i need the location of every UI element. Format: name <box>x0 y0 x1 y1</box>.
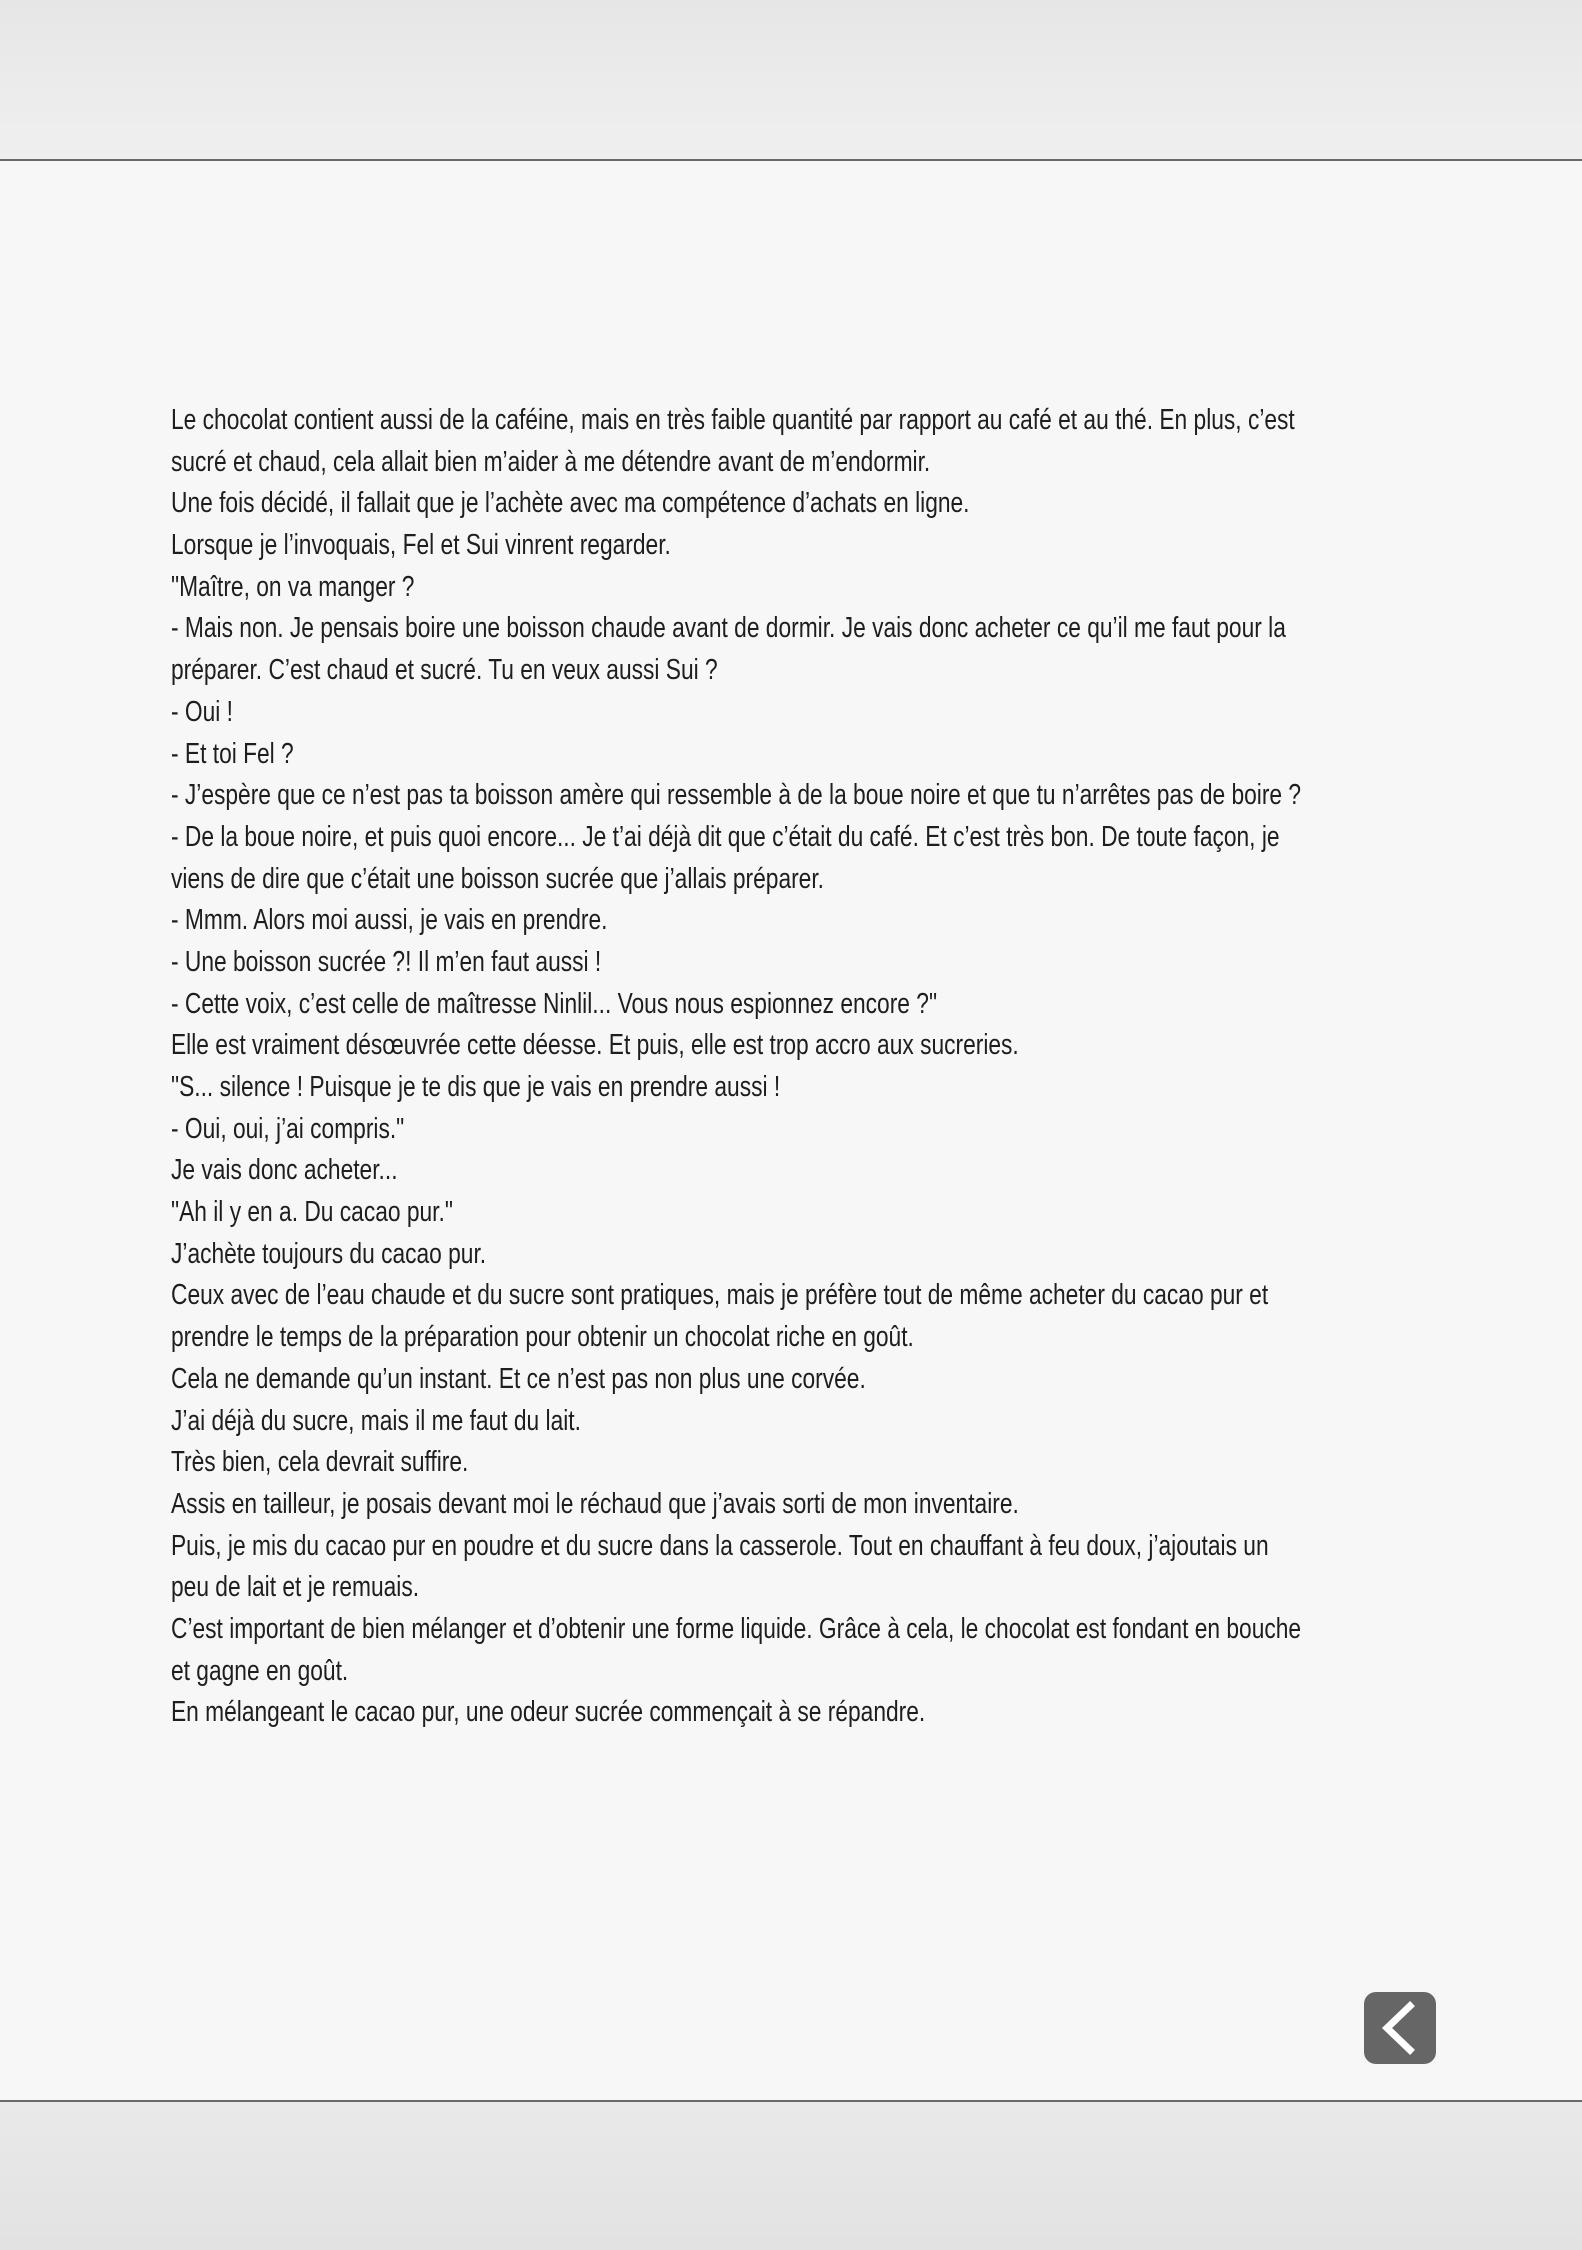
text-line: J’achète toujours du cacao pur. <box>171 1237 487 1270</box>
body-text <box>171 400 1427 1734</box>
previous-page-button[interactable] <box>1364 1992 1436 2064</box>
text-line: "Maître, on va manger ? <box>171 570 415 603</box>
text-line: - Oui, oui, j’ai compris." <box>171 1112 405 1145</box>
text-line: - Une boisson sucrée ?! Il m’en faut aussi ! <box>171 945 602 978</box>
text-line: - J’espère que ce n’est pas ta boisson amère qui ressemble à de la boue noire et que tu n’arrêtes pas de boire ? <box>171 779 1302 812</box>
text-line: préparer. C’est chaud et sucré. Tu en veux aussi Sui ? <box>171 654 718 687</box>
text-line: "S... silence ! Puisque je te dis que je vais en prendre aussi ! <box>171 1071 781 1103</box>
text-line: "Ah il y en a. Du cacao pur." <box>171 1196 453 1229</box>
text-line: et gagne en goût. <box>171 1654 349 1687</box>
chevron-left-icon <box>1364 1992 1436 2064</box>
text-line: Je vais donc acheter... <box>171 1154 398 1187</box>
text-line: peu de lait et je remuais. <box>171 1571 420 1604</box>
text-line: Très bien, cela devrait suffire. <box>171 1446 469 1479</box>
text-line: Cela ne demande qu’un instant. Et ce n’est pas non plus une corvée. <box>171 1362 866 1395</box>
text-line: prendre le temps de la préparation pour obtenir un chocolat riche en goût. <box>171 1321 914 1354</box>
text-line: Lorsque je l’invoquais, Fel et Sui vinrent regarder. <box>171 529 671 562</box>
text-line: - Mmm. Alors moi aussi, je vais en prendre. <box>171 904 608 937</box>
text-line: En mélangeant le cacao pur, une odeur sucrée commençait à se répandre. <box>171 1696 926 1729</box>
text-line: - Oui ! <box>171 695 233 728</box>
text-line: Le chocolat contient aussi de la caféine, mais en très faible quantité par rapport au café et au thé. En plus, c’est <box>171 404 1295 436</box>
top-band <box>0 0 1582 159</box>
text-line: Ceux avec de l’eau chaude et du sucre sont pratiques, mais je préfère tout de même acheter du cacao pur et <box>171 1279 1269 1312</box>
text-line: J’ai déjà du sucre, mais il me faut du lait. <box>171 1404 581 1437</box>
bottom-band <box>0 2102 1582 2250</box>
text-line: - De la boue noire, et puis quoi encore... Je t’ai déjà dit que c’était du café. Et c’est très bon. De toute façon, je <box>171 820 1280 853</box>
text-line: sucré et chaud, cela allait bien m’aider à me détendre avant de m’endormir. <box>171 445 931 478</box>
text-line: - Mais non. Je pensais boire une boisson chaude avant de dormir. Je vais donc acheter ce qu’il me faut pour la <box>171 612 1286 645</box>
text-line: - Cette voix, c’est celle de maîtresse Ninlil... Vous nous espionnez encore ?" <box>171 987 938 1020</box>
text-line: Puis, je mis du cacao pur en poudre et du sucre dans la casserole. Tout en chauffant à feu doux, j’ajoutais un <box>171 1529 1269 1562</box>
text-line: Assis en tailleur, je posais devant moi le réchaud que j’avais sorti de mon inventaire. <box>171 1487 1019 1520</box>
text-line: viens de dire que c’était une boisson sucrée que j’allais préparer. <box>171 862 824 895</box>
text-line: Elle est vraiment désœuvrée cette déesse. Et puis, elle est trop accro aux sucreries. <box>171 1029 1019 1062</box>
text-line: Une fois décidé, il fallait que je l’achète avec ma compétence d’achats en ligne. <box>171 487 970 520</box>
text-line: - Et toi Fel ? <box>171 737 294 770</box>
text-line: C’est important de bien mélanger et d’obtenir une forme liquide. Grâce à cela, le chocolat est fondant en bouche <box>171 1612 1302 1645</box>
